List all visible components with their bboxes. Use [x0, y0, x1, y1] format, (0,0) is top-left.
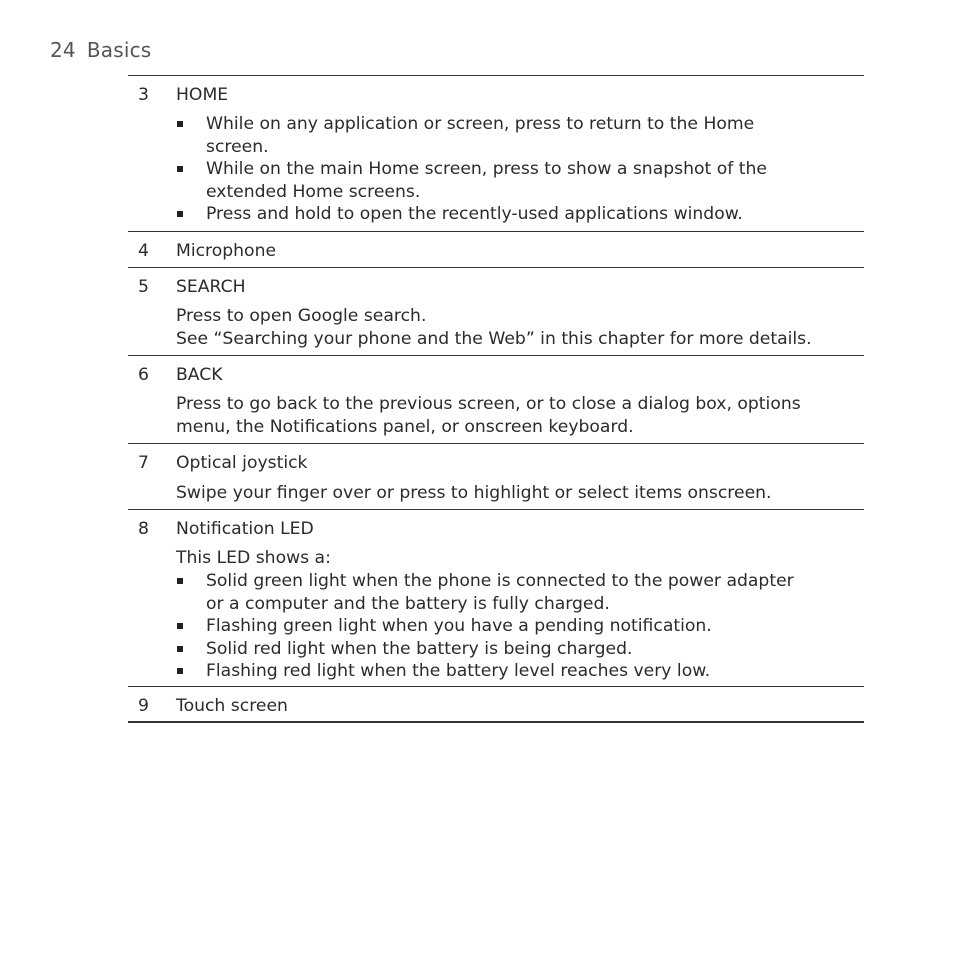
- bullet-list: [176, 570, 854, 683]
- table-row: [128, 76, 864, 231]
- square-bullet-icon: [177, 121, 183, 127]
- table-row: [128, 231, 864, 267]
- item-number: 6: [138, 365, 149, 385]
- item-number: 8: [138, 519, 149, 539]
- page-header: [50, 38, 151, 62]
- table-row: [128, 509, 864, 686]
- description-line: Press to go back to the previous screen, or to close a dialog box, options: [176, 394, 801, 414]
- item-title: Optical joystick: [176, 453, 308, 473]
- list-item-text: Flashing green light when you have a pending notification.: [206, 616, 712, 636]
- list-item: [176, 158, 854, 203]
- item-number: 7: [138, 453, 149, 473]
- item-number: 9: [138, 696, 149, 716]
- table-row: [128, 267, 864, 355]
- item-title: Microphone: [176, 241, 277, 261]
- list-item-text: While on any application or screen, press to return to the Home: [206, 114, 755, 134]
- description-line: menu, the Notifications panel, or onscreen keyboard.: [176, 417, 634, 437]
- list-item-text: Press and hold to open the recently-used applications window.: [206, 204, 743, 224]
- list-item: [176, 660, 854, 683]
- square-bullet-icon: [177, 166, 183, 172]
- list-item-text: screen.: [206, 136, 269, 157]
- item-number: 3: [138, 85, 149, 105]
- list-item: [176, 203, 854, 226]
- description-line: Press to open Google search.: [176, 306, 427, 326]
- item-title: SEARCH: [176, 277, 246, 297]
- item-description: [176, 547, 854, 570]
- list-item: [176, 570, 854, 615]
- list-item: [176, 638, 854, 661]
- section-title: Basics: [86, 38, 152, 62]
- square-bullet-icon: [177, 623, 183, 629]
- item-description: [176, 393, 854, 439]
- item-title: HOME: [176, 85, 229, 105]
- square-bullet-icon: [177, 668, 183, 674]
- item-title: BACK: [176, 365, 223, 385]
- page-number: 24: [50, 38, 76, 62]
- hardware-controls-table: [128, 75, 864, 723]
- table-row: [128, 686, 864, 721]
- bullet-list: [176, 113, 854, 226]
- item-title: Touch screen: [176, 696, 288, 716]
- list-item-text: Flashing red light when the battery level reaches very low.: [206, 661, 711, 681]
- list-item: [176, 615, 854, 638]
- table-row: [128, 355, 864, 443]
- description-line: This LED shows a:: [176, 548, 331, 568]
- square-bullet-icon: [177, 646, 183, 652]
- list-item-text: extended Home screens.: [206, 181, 421, 202]
- list-item-text: Solid green light when the phone is connected to the power adapter: [206, 571, 794, 591]
- item-description: [176, 305, 854, 351]
- square-bullet-icon: [177, 578, 183, 584]
- description-line: Swipe your finger over or press to highlight or select items onscreen.: [176, 483, 772, 503]
- list-item-text: While on the main Home screen, press to show a snapshot of the: [206, 159, 767, 179]
- table-row: [128, 443, 864, 509]
- list-item-text: or a computer and the battery is fully charged.: [206, 593, 610, 614]
- list-item: [176, 113, 854, 158]
- square-bullet-icon: [177, 211, 183, 217]
- item-number: 4: [138, 241, 149, 261]
- list-item-text: Solid red light when the battery is being charged.: [206, 638, 633, 659]
- item-number: 5: [138, 277, 149, 297]
- item-description: [176, 482, 854, 505]
- description-line: See “Searching your phone and the Web” in this chapter for more details.: [176, 329, 812, 349]
- item-title: Notification LED: [176, 519, 314, 539]
